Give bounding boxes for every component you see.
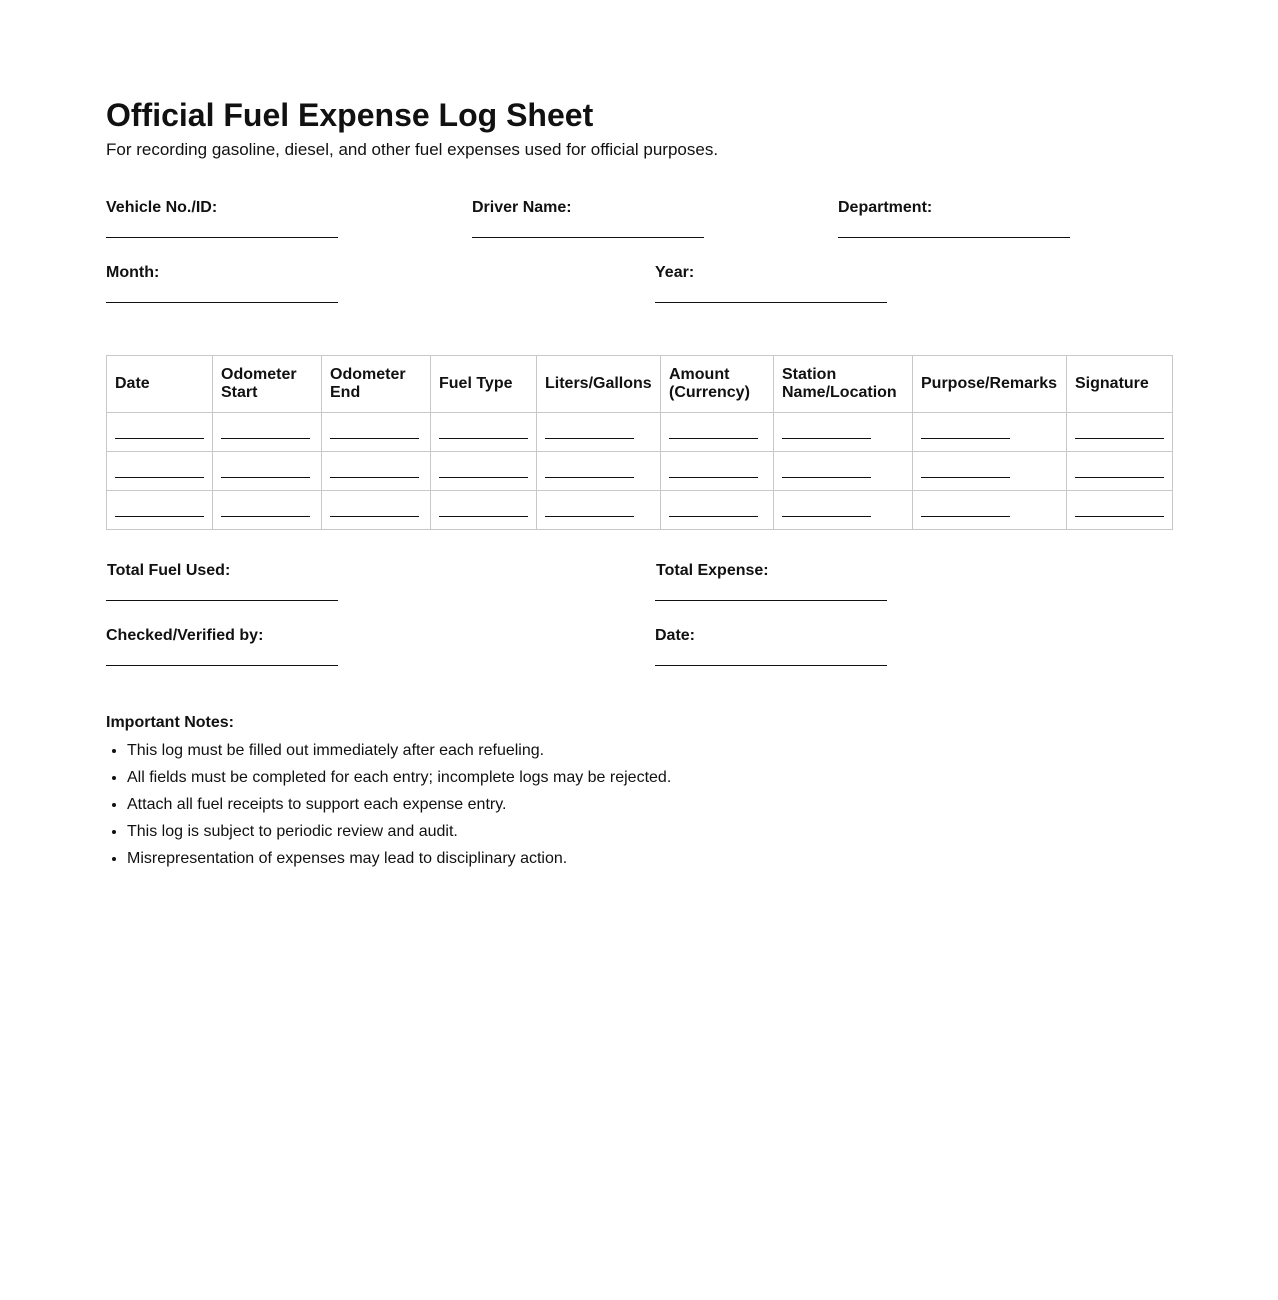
blank-entry-line (221, 438, 310, 439)
table-cell[interactable] (1067, 491, 1173, 530)
blank-entry-line (439, 438, 528, 439)
vehicle-input-line[interactable] (106, 237, 338, 238)
table-cell[interactable] (661, 452, 774, 491)
column-header: Signature (1067, 356, 1173, 413)
date-input-line[interactable] (655, 665, 887, 666)
blank-entry-line (330, 438, 419, 439)
table-cell[interactable] (537, 452, 661, 491)
table-cell[interactable] (107, 413, 213, 452)
driver-label: Driver Name: (472, 199, 572, 216)
column-header: Liters/Gallons (537, 356, 661, 413)
blank-entry-line (330, 516, 419, 517)
department-input-line[interactable] (838, 237, 1070, 238)
blank-entry-line (221, 477, 310, 478)
table-cell[interactable] (213, 413, 322, 452)
list-item: • This log is subject to periodic review and audit. (127, 822, 1172, 842)
year-field (655, 263, 887, 303)
blank-entry-line (115, 477, 204, 478)
blank-entry-line (669, 438, 758, 439)
table-cell[interactable] (913, 491, 1067, 530)
table-row (107, 452, 1173, 491)
table-header-row (107, 356, 1173, 413)
blank-entry-line (782, 438, 871, 439)
table-cell[interactable] (774, 452, 913, 491)
total-fuel-input-line[interactable] (106, 600, 338, 601)
blank-entry-line (1075, 516, 1164, 517)
header-fields-row-1 (106, 198, 1172, 263)
table-body (107, 413, 1173, 530)
table-cell[interactable] (107, 491, 213, 530)
totals-row (106, 561, 1172, 626)
table-row (107, 413, 1173, 452)
table-cell[interactable] (1067, 452, 1173, 491)
list-item: • All fields must be completed for each entry; incomplete logs may be rejected. (127, 768, 1172, 788)
table-cell[interactable] (431, 491, 537, 530)
year-label: Year: (655, 264, 695, 281)
column-header: Date (107, 356, 213, 413)
column-header: Purpose/Remarks (913, 356, 1067, 413)
vehicle-label: Vehicle No./ID: (106, 199, 218, 216)
department-field (838, 198, 1070, 238)
total-fuel-label: Total Fuel Used: (107, 562, 231, 579)
blank-entry-line (545, 516, 634, 517)
department-label: Department: (838, 199, 933, 216)
page-subtitle: For recording gasoline, diesel, and other fuel expenses used for official purposes. (106, 140, 719, 159)
notes-list (106, 741, 1172, 869)
vehicle-field (106, 198, 338, 238)
table-cell[interactable] (431, 413, 537, 452)
month-label: Month: (106, 264, 160, 281)
table-cell[interactable] (913, 452, 1067, 491)
table-cell[interactable] (1067, 413, 1173, 452)
year-input-line[interactable] (655, 302, 887, 303)
table-cell[interactable] (431, 452, 537, 491)
list-item: • Misrepresentation of expenses may lead to disciplinary action. (127, 849, 1172, 869)
column-header: Fuel Type (431, 356, 537, 413)
date-label: Date: (655, 627, 696, 644)
column-header: Odometer End (322, 356, 431, 413)
blank-entry-line (1075, 438, 1164, 439)
month-field (106, 263, 338, 303)
table-cell[interactable] (661, 491, 774, 530)
table-cell[interactable] (537, 491, 661, 530)
table-cell[interactable] (661, 413, 774, 452)
page-title: Official Fuel Expense Log Sheet (106, 97, 594, 133)
blank-entry-line (439, 477, 528, 478)
table-cell[interactable] (322, 413, 431, 452)
checked-by-input-line[interactable] (106, 665, 338, 666)
table-cell[interactable] (322, 452, 431, 491)
blank-entry-line (221, 516, 310, 517)
blank-entry-line (545, 477, 634, 478)
blank-entry-line (545, 438, 634, 439)
table-row (107, 491, 1173, 530)
total-expense-input-line[interactable] (655, 600, 887, 601)
checked-by-field (106, 626, 338, 666)
total-fuel-field (107, 561, 338, 601)
driver-input-line[interactable] (472, 237, 704, 238)
blank-entry-line (782, 477, 871, 478)
blank-entry-line (669, 516, 758, 517)
total-expense-field (656, 561, 887, 601)
blank-entry-line (1075, 477, 1164, 478)
table-cell[interactable] (322, 491, 431, 530)
header-fields-row-2 (106, 263, 1172, 328)
column-header: Odometer Start (213, 356, 322, 413)
blank-entry-line (921, 516, 1010, 517)
blank-entry-line (782, 516, 871, 517)
table-cell[interactable] (213, 491, 322, 530)
date-field (655, 626, 887, 666)
driver-field (472, 198, 704, 238)
checked-by-label: Checked/Verified by: (106, 627, 264, 644)
list-item: • This log must be filled out immediately after each refueling. (127, 741, 1172, 761)
table-cell[interactable] (774, 413, 913, 452)
month-input-line[interactable] (106, 302, 338, 303)
blank-entry-line (669, 477, 758, 478)
blank-entry-line (115, 438, 204, 439)
table-cell[interactable] (107, 452, 213, 491)
total-expense-label: Total Expense: (656, 562, 769, 579)
list-item: • Attach all fuel receipts to support each expense entry. (127, 795, 1172, 815)
blank-entry-line (330, 477, 419, 478)
table-cell[interactable] (913, 413, 1067, 452)
blank-entry-line (921, 477, 1010, 478)
verification-row (106, 626, 1172, 691)
fuel-log-document (106, 96, 1172, 876)
fuel-log-table (106, 355, 1173, 530)
table-cell[interactable] (213, 452, 322, 491)
column-header: Amount (Currency) (661, 356, 774, 413)
table-cell[interactable] (774, 491, 913, 530)
column-header: Station Name/Location (774, 356, 913, 413)
notes-title: Important Notes: (106, 714, 234, 731)
blank-entry-line (439, 516, 528, 517)
blank-entry-line (921, 438, 1010, 439)
blank-entry-line (115, 516, 204, 517)
table-cell[interactable] (537, 413, 661, 452)
